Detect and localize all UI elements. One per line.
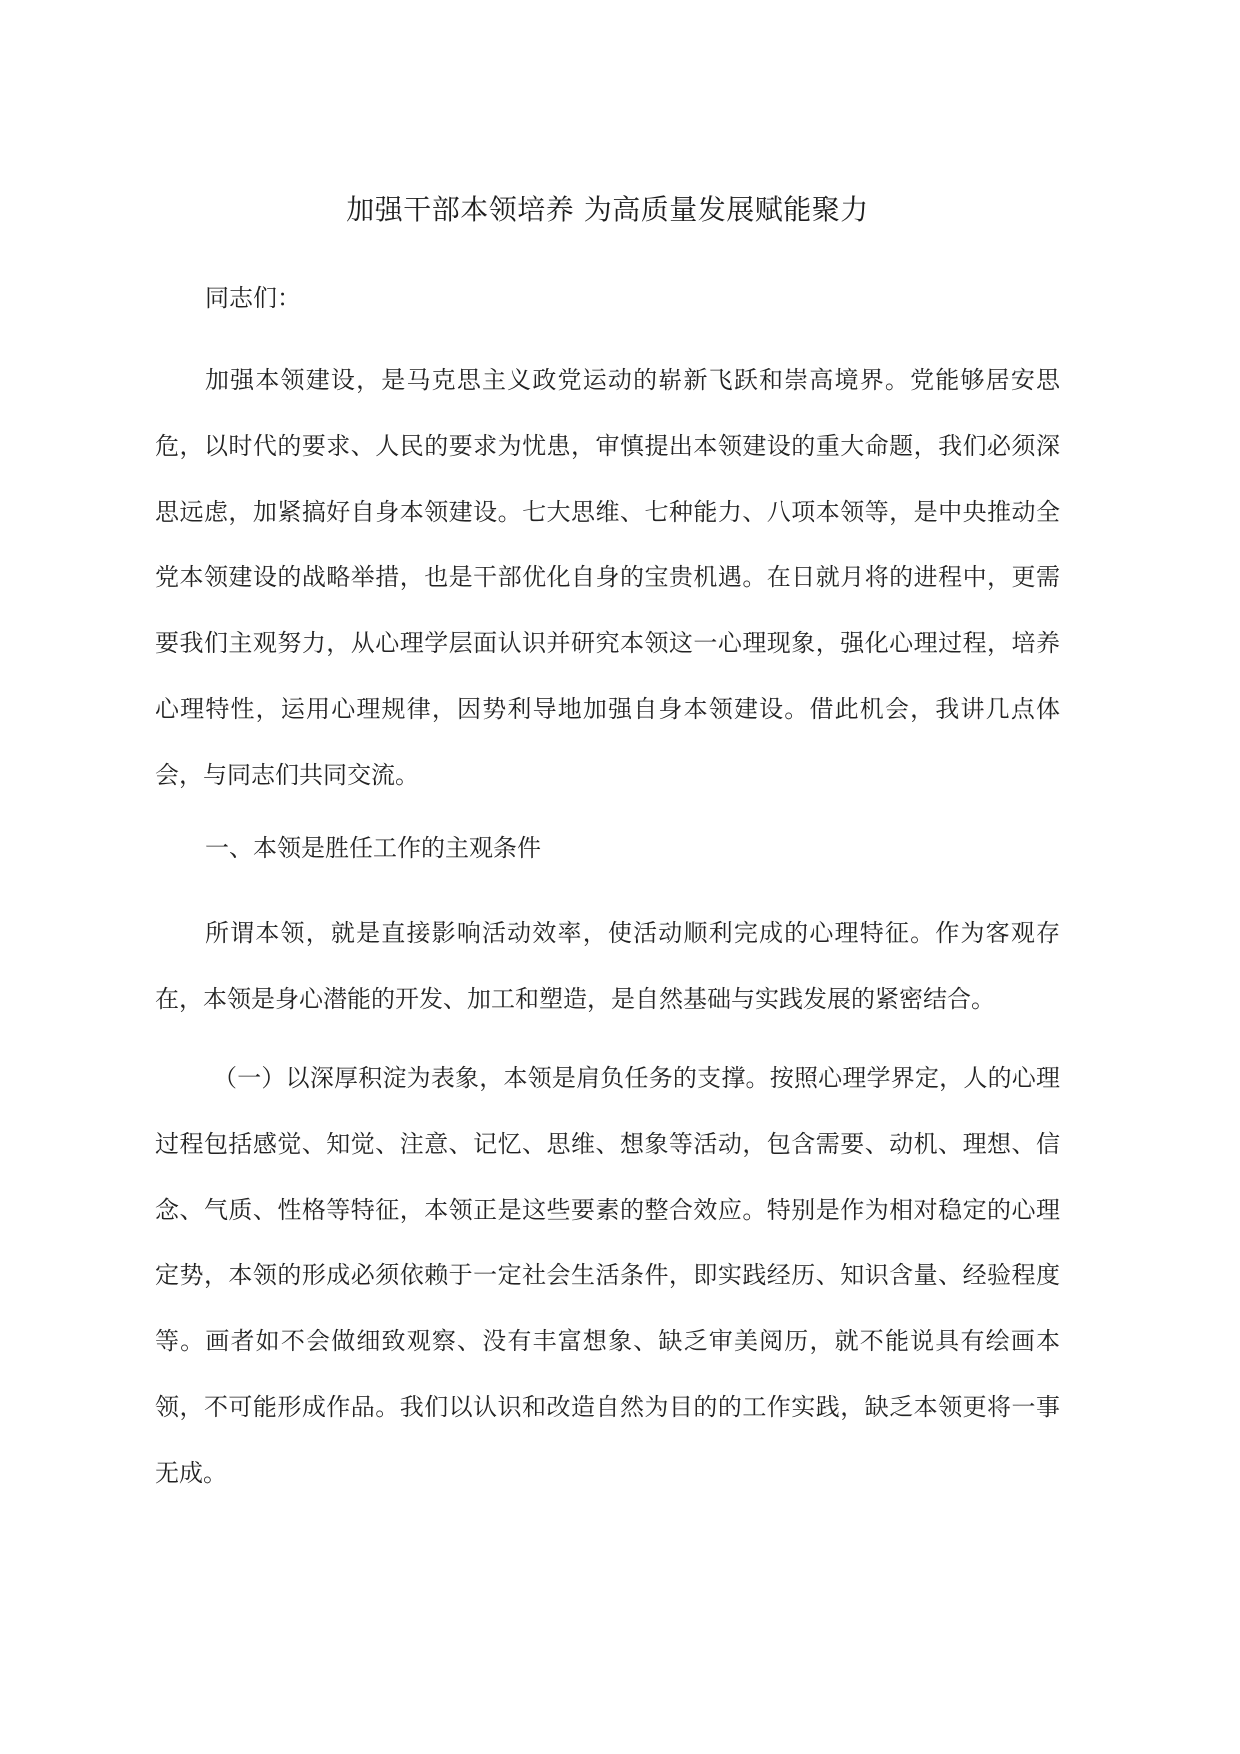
definition-paragraph: 所谓本领，就是直接影响活动效率，使活动顺利完成的心理特征。作为客观存在，本领是身心潜能的开发、加工和塑造，是自然基础与实践发展的紧密结合。 xyxy=(155,919,1060,1013)
document-page xyxy=(155,0,1060,1754)
salutation: 同志们： xyxy=(205,284,301,312)
intro-paragraph: 加强本领建设，是马克思主义政党运动的崭新飞跃和崇高境界。党能够居安思危，以时代的要求、人民的要求为忧患，审慎提出本领建设的重大命题，我们必须深思远虑，加紧搞好自身本领建设。七大思维、七种能力、八项本领等，是中央推动全党本领建设的战略举措，也是干部优化自身的宝贵机遇。在日就月将的进程中，更需要我们主观努力，从心理学层面认识并研究本领这一心理现象，强化心理过程，培养心理特性，运用心理规律，因势利导地加强自身本领建设。借此机会，我讲几点体会，与同志们共同交流。 xyxy=(155,366,1060,789)
section-heading-1: 一、本领是胜任工作的主观条件 xyxy=(205,834,541,862)
document-title: 加强干部本领培养 为高质量发展赋能聚力 xyxy=(346,193,869,226)
subsection-paragraph-1: （一）以深厚积淀为表象，本领是肩负任务的支撑。按照心理学界定，人的心理过程包括感觉、知觉、注意、记忆、思维、想象等活动，包含需要、动机、理想、信念、气质、性格等特征，本领正是这些要素的整合效应。特别是作为相对稳定的心理定势，本领的形成必须依赖于一定社会生活条件，即实践经历、知识含量、经验程度等。画者如不会做细致观察、没有丰富想象、缺乏审美阅历，就不能说具有绘画本领，不可能形成作品。我们以认识和改造自然为目的的工作实践，缺乏本领更将一事无成。 xyxy=(155,1064,1060,1487)
